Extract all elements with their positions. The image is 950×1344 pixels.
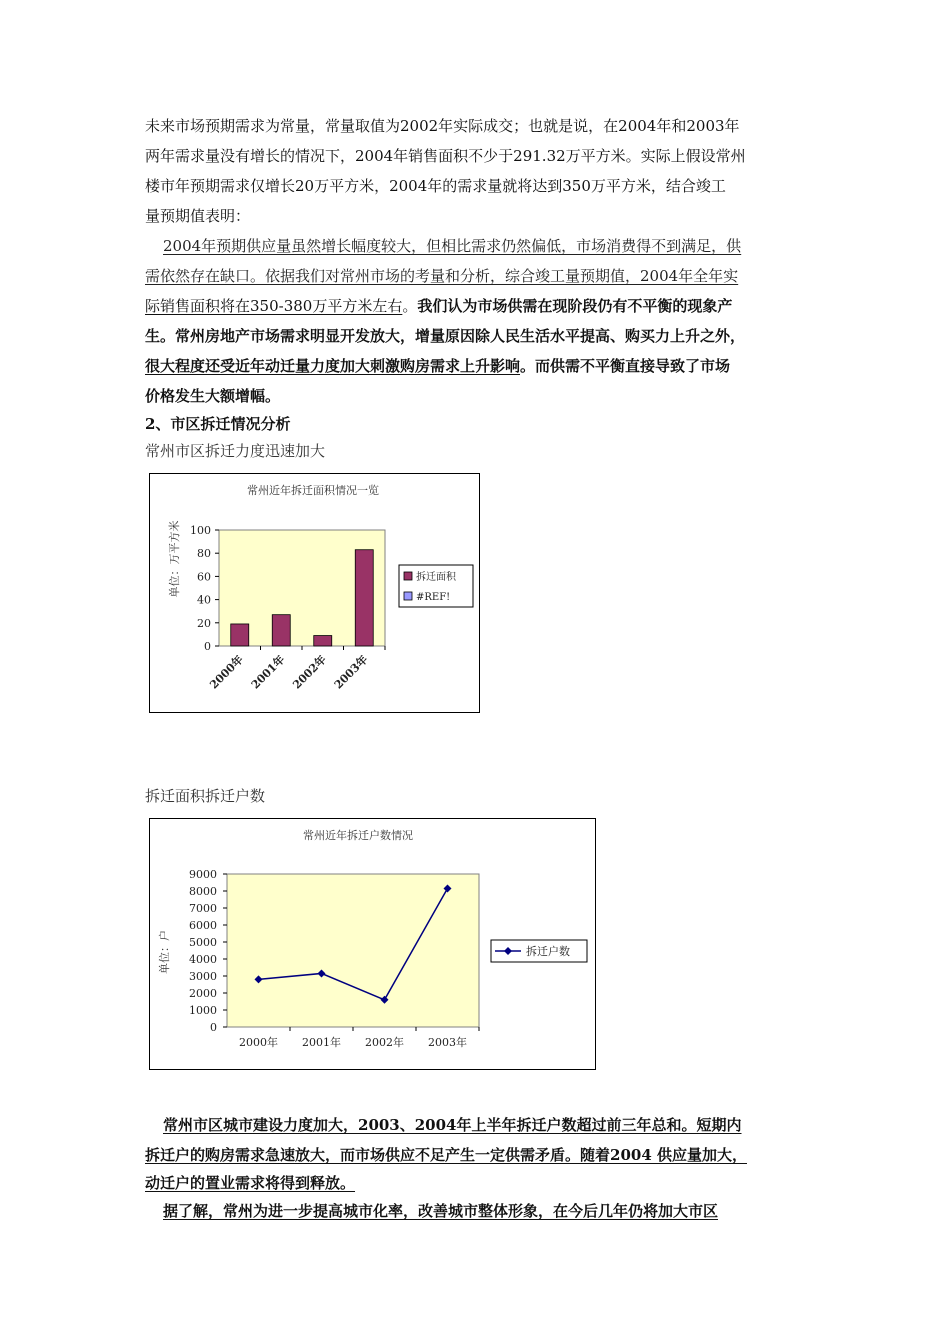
households-chart-box [149, 818, 596, 1070]
households-ytick-label: 6000 [189, 919, 217, 932]
paragraph2-line6: 价格发生大额增幅。 [145, 387, 281, 405]
area-xtick-label: 2002年 [290, 652, 329, 692]
area-bar [272, 615, 290, 646]
households-ytick-label: 3000 [189, 970, 217, 983]
households-ytick-label: 9000 [189, 868, 217, 881]
paragraph4-line1: 据了解，常州为进一步提高城市化率，改善城市整体形象，在今后几年仍将加大市区 [163, 1202, 719, 1220]
area-chart-box [149, 473, 480, 713]
subheading-demolition-intensity: 常州市区拆迁力度迅速加大 [145, 442, 326, 460]
paragraph2-line4: 生。常州房地产市场需求明显开发放大，增量原因除人民生活水平提高、购买力上升之外， [145, 327, 746, 345]
paragraph3-line3: 动迁户的置业需求将得到释放。 [145, 1174, 356, 1192]
households-chart-ylabel: 单位：户 [158, 930, 171, 974]
paragraph1-line4: 量预期值表明： [145, 207, 251, 225]
area-bar [314, 636, 332, 646]
households-ytick-label: 5000 [189, 936, 217, 949]
area-chart-ylabel: 单位：万平方米 [168, 520, 181, 598]
paragraph2-line5-underlined: 很大程度还受近年动迁量力度加大刺激购房需求上升影响 [145, 357, 521, 375]
area-xtick-label: 2001年 [248, 652, 288, 692]
area-ytick-label: 60 [197, 570, 211, 584]
area-ytick-label: 0 [204, 640, 211, 653]
households-ytick-label: 2000 [189, 987, 217, 1000]
paragraph2-line3 [145, 296, 732, 316]
households-chart-title: 常州近年拆迁户数情况 [303, 829, 413, 842]
legend-label-ref: #REF! [416, 592, 451, 603]
households-ytick-label: 4000 [189, 953, 217, 966]
paragraph3-line2: 拆迁户的购房需求急速放大，而市场供应不足产生一定供需矛盾。随着2004 供应量加大， [145, 1146, 747, 1164]
legend-label-households: 拆迁户数 [526, 945, 570, 958]
paragraph2-line2: 需依然存在缺口。依据我们对常州市场的考量和分析，综合竣工量预期值，2004年全年实 [145, 267, 739, 285]
paragraph2-line3-period: 。 [402, 297, 418, 315]
households-xtick-label: 2001年 [302, 1036, 341, 1049]
area-bar-chart [150, 474, 479, 712]
paragraph1-line2: 两年需求量没有增长的情况下，2004年销售面积不少于291.32万平方米。实际上假设常州 [145, 147, 746, 165]
paragraph1-line3: 楼市年预期需求仅增长20万平方米，2004年的需求量就将达到350万平方米，结合竣工 [145, 177, 726, 195]
area-bar [231, 624, 249, 646]
households-ytick-label: 7000 [189, 902, 217, 915]
area-bar [355, 550, 373, 646]
households-xtick-label: 2000年 [239, 1036, 278, 1049]
area-ytick-label: 80 [197, 547, 211, 561]
paragraph3-line1: 常州市区城市建设力度加大，2003、2004年上半年拆迁户数超过前三年总和。短期内 [163, 1116, 742, 1134]
households-xtick-label: 2002年 [365, 1036, 404, 1049]
households-line-chart [150, 819, 595, 1069]
legend-swatch-area [404, 572, 412, 580]
legend-label-area: 拆迁面积 [416, 572, 456, 583]
area-ytick-label: 40 [197, 593, 211, 607]
paragraph2-line3-bold: 我们认为市场供需在现阶段仍有不平衡的现象产 [417, 297, 733, 315]
paragraph2-line3-underlined: 际销售面积将在350-380万平方米左右 [145, 297, 403, 315]
legend-swatch-ref [404, 592, 412, 600]
households-ytick-label: 8000 [189, 885, 217, 898]
households-xtick-label: 2003年 [428, 1036, 467, 1049]
section-heading: 2、市区拆迁情况分析 [145, 415, 291, 433]
households-ytick-label: 0 [210, 1021, 217, 1034]
subheading-area-households: 拆迁面积拆迁户数 [145, 787, 266, 805]
paragraph1-line1: 未来市场预期需求为常量，常量取值为2002年实际成交；也就是说，在2004年和2003年 [145, 117, 740, 135]
households-plot-area [227, 874, 479, 1027]
area-ytick-label: 100 [190, 524, 211, 537]
area-xtick-label: 2000年 [207, 652, 246, 692]
area-chart-title: 常州近年拆迁面积情况一览 [247, 484, 379, 497]
area-ytick-label: 20 [197, 616, 211, 630]
paragraph2-line1: 2004年预期供应量虽然增长幅度较大，但相比需求仍然偏低，市场消费得不到满足，供 [163, 237, 742, 255]
paragraph2-line5 [145, 356, 730, 376]
paragraph2-line5-rest: 。而供需不平衡直接导致了市场 [520, 357, 731, 375]
area-xtick-label: 2003年 [331, 652, 371, 692]
households-ytick-label: 1000 [189, 1004, 217, 1017]
